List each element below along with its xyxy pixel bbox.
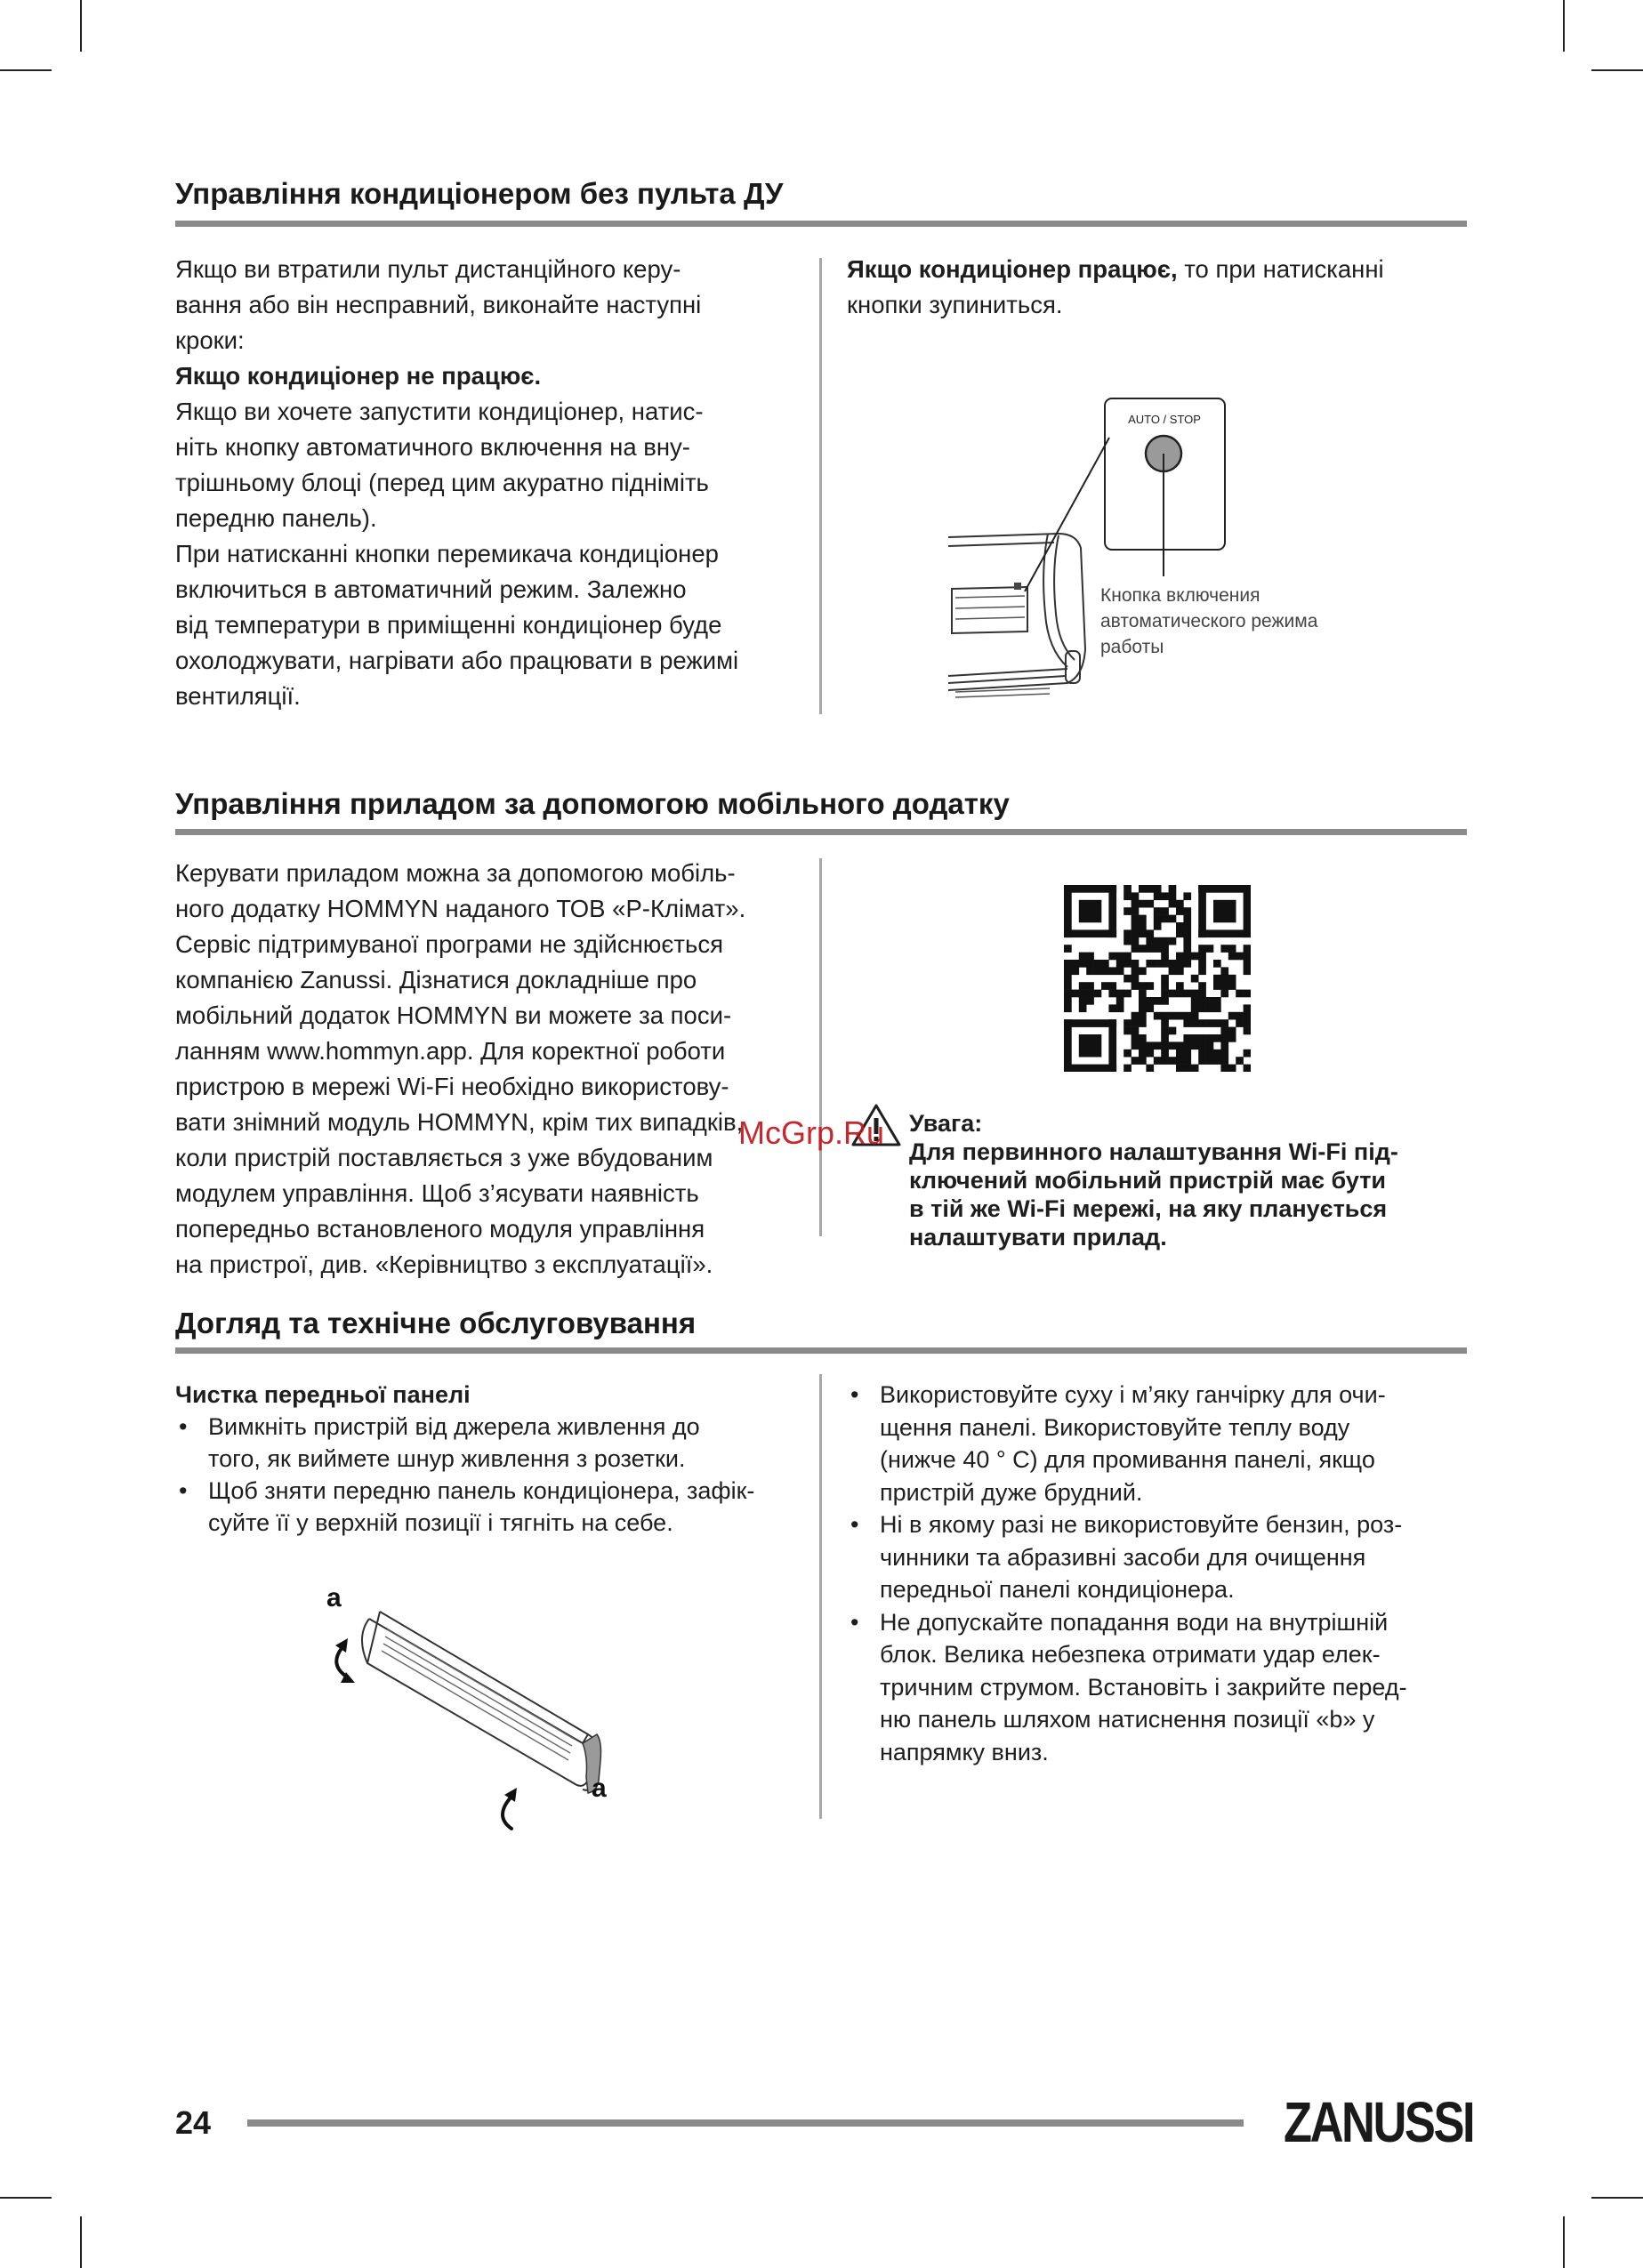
body-line: передню панель). bbox=[175, 504, 377, 532]
maintenance-left-text bbox=[175, 1379, 807, 1539]
body-line: Якщо ви хочете запустити кондиціонер, натис- bbox=[175, 398, 704, 425]
crop-mark bbox=[0, 2197, 52, 2199]
label-a-top: a bbox=[326, 1583, 342, 1613]
bullet-line: блок. Велика небезпека отримати удар елек- bbox=[880, 1641, 1381, 1668]
body-line: модулем управління. Щоб з’ясувати наявність bbox=[175, 1179, 699, 1207]
body-line: Керувати приладом можна за допомогою мобіль- bbox=[175, 859, 736, 887]
bullet-item bbox=[175, 1475, 807, 1539]
section-title-no-remote: Управління кондиціонером без пульта ДУ bbox=[175, 177, 784, 210]
label-a-bottom: a bbox=[592, 1773, 607, 1803]
body-line: компанією Zanussi. Дізнатися докладніше про bbox=[175, 966, 697, 993]
auto-stop-label: AUTO / STOP bbox=[1128, 413, 1201, 426]
bullet-line: • Не допускайте попадання води на внутрішній bbox=[880, 1608, 1389, 1636]
indoor-unit-drawing bbox=[948, 534, 1085, 690]
column-divider bbox=[819, 1374, 822, 1819]
crop-mark bbox=[80, 2216, 82, 2268]
condition-heading: Якщо кондиціонер не працює. bbox=[175, 362, 542, 390]
caption-line: работы bbox=[1100, 637, 1164, 657]
body-line: Якщо ви втратили пульт дистанційного керу- bbox=[175, 255, 681, 283]
bullet-item bbox=[847, 1606, 1474, 1769]
body-line: включиться в автоматичний режим. Залежно bbox=[175, 575, 687, 603]
crop-mark bbox=[1591, 69, 1643, 71]
caption-line: Кнопка включения bbox=[1100, 585, 1260, 606]
bullet-line: • Ні в якому разі не використовуйте бензин, роз- bbox=[880, 1511, 1403, 1538]
bullet-line: ню панель шляхом натиснення позиції «b» у bbox=[880, 1706, 1375, 1733]
body-line: Сервіс підтримуваної програми не здійснюється bbox=[175, 930, 723, 958]
section-title-mobile-app: Управління приладом за допомогою мобільного додатку bbox=[175, 787, 1010, 820]
no-remote-left-text bbox=[175, 252, 802, 714]
warning-title: Увага: bbox=[909, 1110, 983, 1137]
maintenance-right-text bbox=[847, 1379, 1474, 1768]
body-line: кроки: bbox=[175, 326, 245, 354]
warning-text bbox=[909, 1109, 1478, 1251]
no-remote-right-text bbox=[847, 252, 1470, 323]
footer-rule bbox=[247, 2119, 1244, 2127]
watermark: McGrp.Ru bbox=[738, 1114, 885, 1151]
body-line: вати знімний модуль HOMMYN, крім тих випадків, bbox=[175, 1108, 744, 1136]
warning-line: налаштувати прилад. bbox=[909, 1224, 1167, 1251]
bullet-line: • Щоб зняти передню панель кондиціонера, зафік- bbox=[208, 1477, 755, 1504]
warning-line: в тій же Wi-Fi мережі, на яку планується bbox=[909, 1195, 1388, 1222]
bullet-line: пристрій дуже брудний. bbox=[880, 1478, 1143, 1506]
crop-mark bbox=[80, 0, 82, 52]
cleaning-tips-list bbox=[847, 1379, 1474, 1768]
bullet-line: (нижче 40 ° C) для промивання панелі, якщо bbox=[880, 1446, 1375, 1473]
running-text-2: кнопки зупиниться. bbox=[847, 291, 1063, 318]
body-line: коли пристрій поставляється з уже вбудованим bbox=[175, 1144, 713, 1171]
page-number: 24 bbox=[175, 2104, 212, 2141]
body-line: від температури в приміщенні кондиціонер буде bbox=[175, 611, 722, 639]
section-rule bbox=[175, 221, 1467, 227]
body-line: на пристрої, див. «Керівництво з експлуатації». bbox=[175, 1251, 713, 1278]
section-rule bbox=[175, 1347, 1467, 1354]
body-line: мобільний додаток HOMMYN ви можете за поси- bbox=[175, 1001, 732, 1029]
crop-mark bbox=[1563, 2216, 1565, 2268]
qr-code-image bbox=[1064, 885, 1251, 1072]
body-line: ного додатку HOMMYN наданого ТОВ «Р-Клімат». bbox=[175, 895, 746, 922]
column-divider bbox=[819, 858, 822, 1236]
bullet-line: • Вимкніть пристрій від джерела живлення до bbox=[208, 1413, 700, 1440]
bullet-line: напрямку вниз. bbox=[880, 1738, 1049, 1765]
bullet-line: щення панелі. Використовуйте теплу воду bbox=[880, 1413, 1350, 1441]
cleaning-steps-list bbox=[175, 1411, 807, 1539]
running-condition: Якщо кондиціонер працює, bbox=[847, 255, 1178, 283]
crop-mark bbox=[1591, 2197, 1643, 2199]
brand-logo: ZANUSSI bbox=[1284, 2090, 1474, 2154]
body-line: попередньо встановленого модуля управління bbox=[175, 1215, 705, 1243]
bullet-line: • Використовуйте суху і м’яку ганчірку для очи- bbox=[880, 1381, 1386, 1408]
bullet-item bbox=[175, 1411, 807, 1475]
crop-mark bbox=[0, 69, 52, 71]
warning-line: ключений мобільний пристрій має бути bbox=[909, 1167, 1387, 1194]
button-marker bbox=[1014, 583, 1021, 590]
body-line: пристрою в мережі Wi-Fi необхідно використову- bbox=[175, 1073, 729, 1100]
bullet-line: суйте її у верхній позиції і тягніть на себе. bbox=[208, 1509, 673, 1536]
caption-line: автоматического режима bbox=[1100, 611, 1318, 631]
body-line: охолоджувати, нагрівати або працювати в режимі bbox=[175, 647, 739, 674]
mobile-app-left-text bbox=[175, 856, 802, 1283]
panel-removal-figure bbox=[316, 1583, 618, 1832]
body-line: ніть кнопку автоматичного включення на вну- bbox=[175, 433, 690, 461]
cleaning-subtitle: Чистка передньої панелі bbox=[175, 1381, 471, 1408]
bullet-line: того, як виймете шнур живлення з розетки. bbox=[208, 1445, 686, 1472]
body-line: вання або він несправний, виконайте наступні bbox=[175, 291, 702, 318]
running-text: то при натисканні bbox=[1177, 255, 1384, 283]
bullet-line: чинники та абразивні засоби для очищення bbox=[880, 1543, 1366, 1571]
section-title-maintenance: Догляд та технічне обслуговування bbox=[175, 1307, 697, 1339]
crop-mark bbox=[1563, 0, 1565, 52]
body-line: ланням www.hommyn.app. Для коректної роботи bbox=[175, 1037, 726, 1065]
bullet-line: тричним струмом. Встановіть і закрийте перед- bbox=[880, 1673, 1407, 1701]
bullet-line: передньої панелі кондиціонера. bbox=[880, 1576, 1235, 1603]
body-line: вентиляції. bbox=[175, 682, 301, 710]
body-line: трішньому блоці (перед цим акуратно підніміть bbox=[175, 469, 709, 496]
section-rule bbox=[175, 829, 1467, 835]
body-line: При натисканні кнопки перемикача кондиціонер bbox=[175, 540, 719, 567]
column-divider bbox=[819, 258, 822, 714]
warning-line: Для первинного налаштування Wi-Fi під- bbox=[909, 1138, 1398, 1165]
auto-stop-caption bbox=[1100, 583, 1394, 660]
bullet-item bbox=[847, 1379, 1474, 1508]
bullet-item bbox=[847, 1508, 1474, 1606]
